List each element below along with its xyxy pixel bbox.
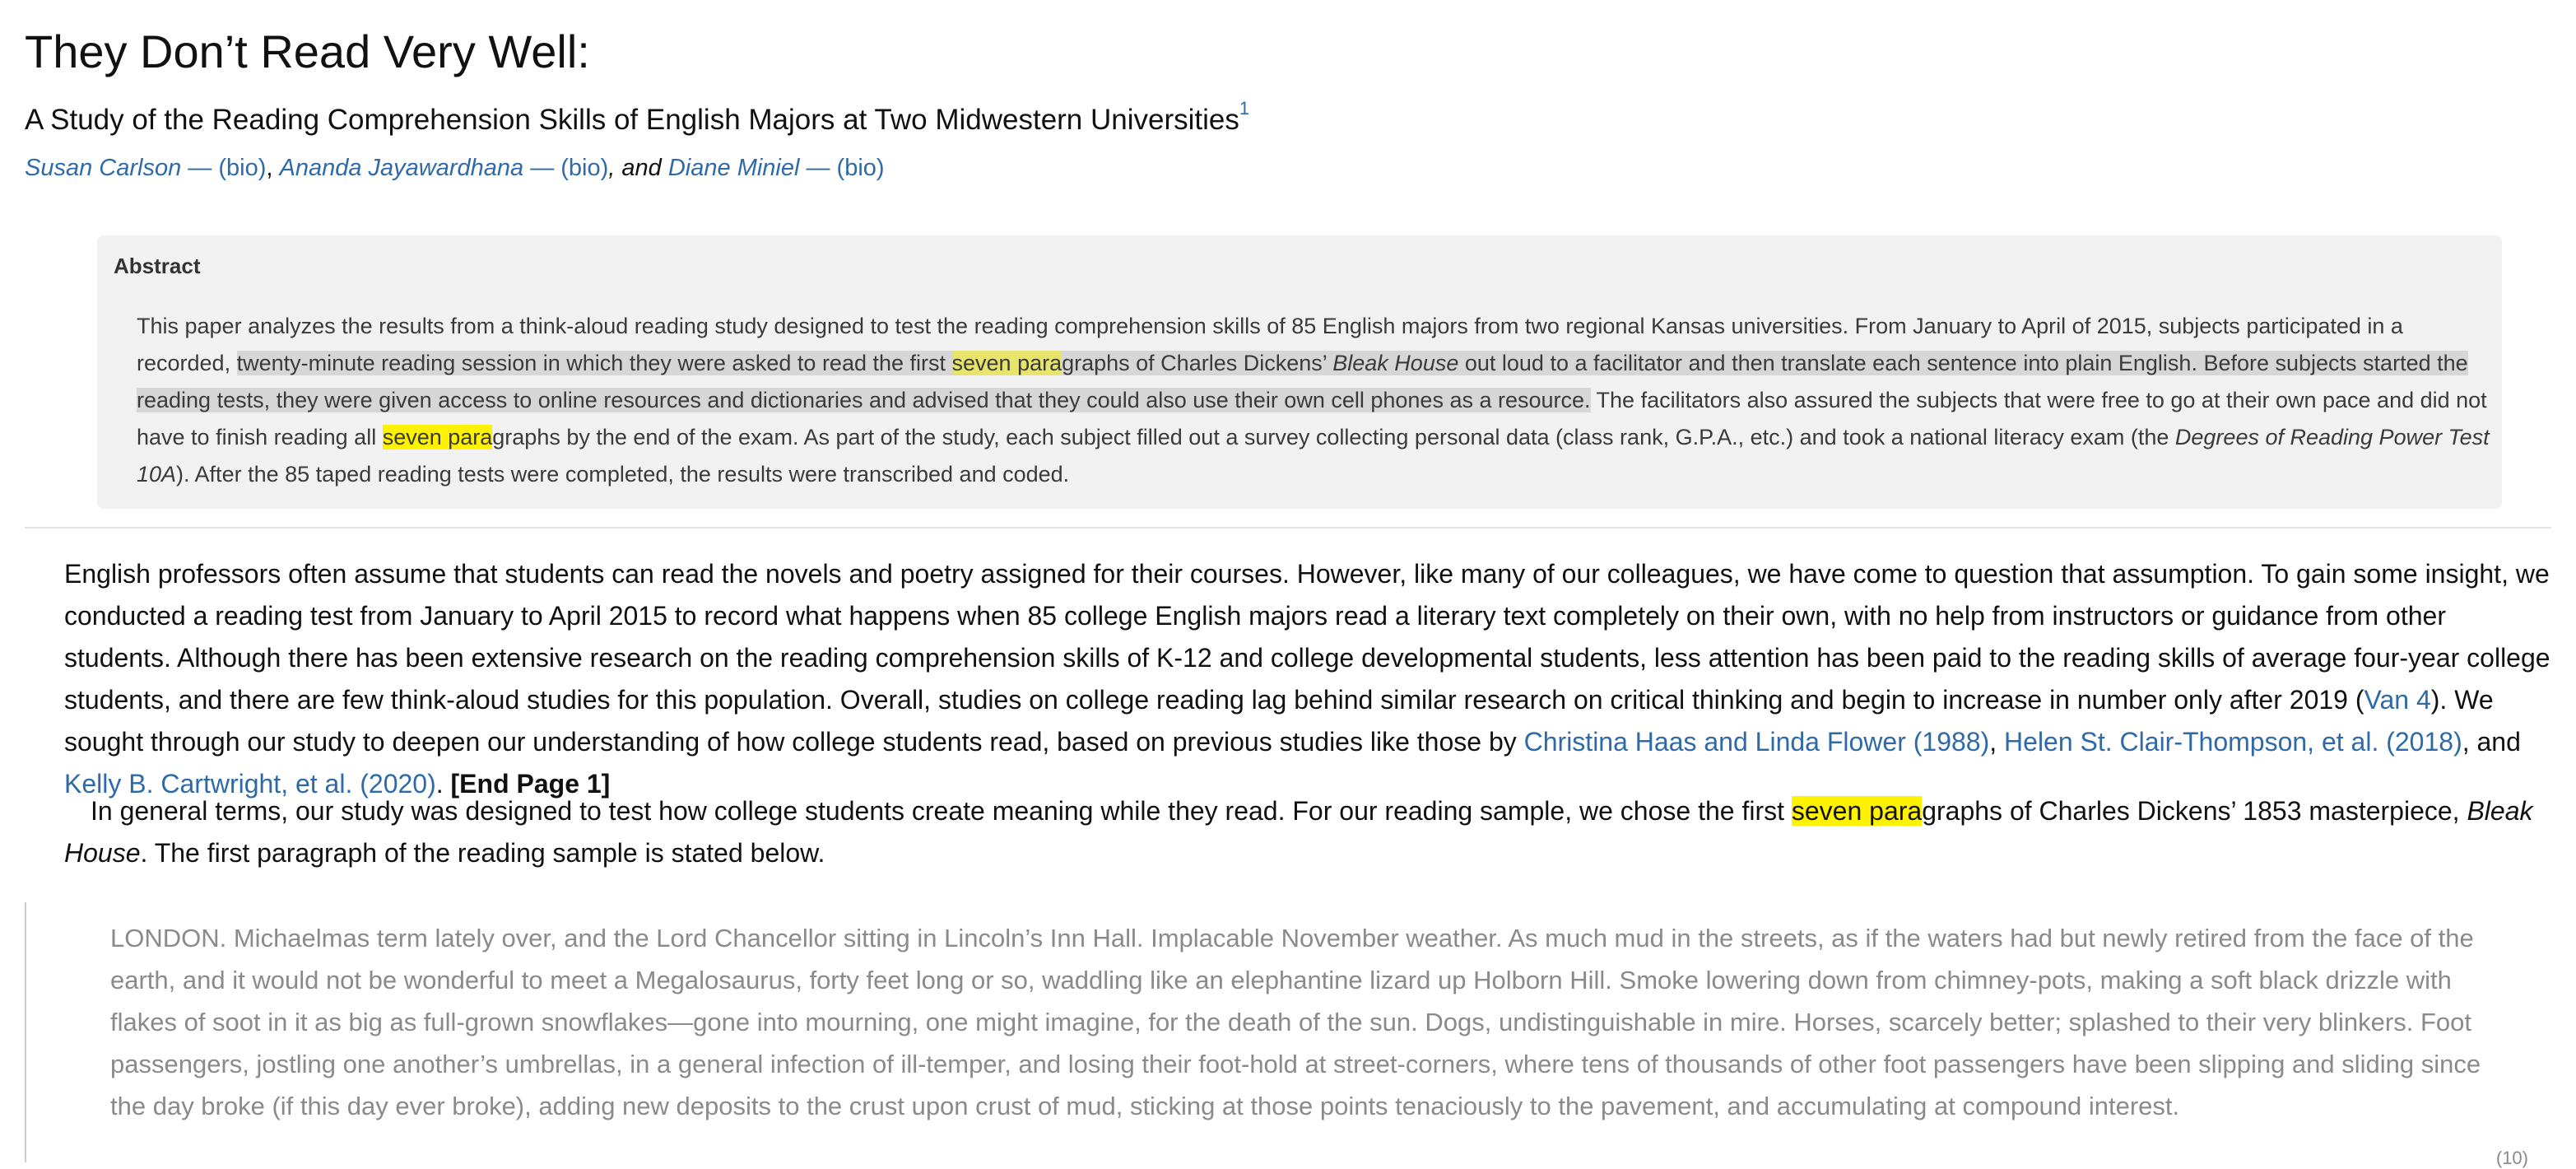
abstract-segment: graphs by the end of the exam. As part of the study, each subject filled out a survey collecting personal data (class rank, G.P.A., etc.) and took a national literacy exam (the	[492, 425, 2175, 449]
author-list	[25, 151, 885, 184]
search-highlight: seven para	[951, 351, 1062, 375]
paragraph-text: ,	[1989, 727, 2005, 757]
book-title: Bleak House	[64, 796, 2533, 868]
citation-link[interactable]: Christina Haas and Linda Flower (1988)	[1523, 727, 1990, 757]
paragraph-text: English professors often assume that students can read the novels and poetry assigned for their courses. However, like many of our colleagues, we have come to question that assumption. To gain some insight, we conducted a reading test from January to April 2015 to record what happens when 85 college English majors read a literary text completely on their own, with no help from instructors or guidance from other students. Although there has been extensive research on the reading comprehension skills of K-12 and college developmental students, less attention has been paid to the reading skills of average four-year college students, and there are few think-aloud studies for this population. Overall, studies on college reading lag behind similar research on critical thinking and begin to increase in number only after 2019 (	[64, 559, 2550, 715]
line-number: (10)	[2495, 1148, 2528, 1168]
paragraph-text: .	[435, 769, 451, 799]
article-subtitle	[25, 89, 1249, 140]
paragraph-text: In general terms, our study was designed to test how college students create meaning while they read. For our reading sample, we chose the first	[91, 796, 1792, 826]
page-marker: [End Page 1]	[450, 769, 611, 799]
abstract-text	[137, 308, 2490, 493]
abstract-heading: Abstract	[114, 254, 201, 278]
abstract-segment: This paper analyzes the results from a think-aloud reading study designed to test the reading comprehension skills of 85 English majors from two regional Kansas universities. From January to April of 2015, subjects participated in a recorded,	[137, 314, 2403, 375]
author-bio-link[interactable]: — (bio)	[806, 155, 885, 181]
author-separator: , and	[608, 155, 668, 181]
subtitle-text: A Study of the Reading Comprehension Skills of English Majors at Two Midwestern Universities	[25, 104, 1239, 136]
abstract-segment: twenty-minute reading session in which they were asked to read the first	[236, 351, 952, 375]
author-separator: ,	[266, 155, 280, 181]
body-paragraph	[64, 790, 2551, 874]
search-highlight: seven para	[382, 425, 493, 449]
author-name-link[interactable]: Susan Carlson	[25, 155, 182, 181]
author-name-link[interactable]: Ananda Jayawardhana	[279, 155, 524, 181]
section-divider	[25, 527, 2551, 529]
abstract-segment: The facilitators also assured the subjects that were free to go at their own pace and did not have to finish reading all	[137, 388, 2487, 449]
footnote-link[interactable]: 1	[1239, 98, 1250, 119]
article-title: They Don’t Read Very Well:	[25, 26, 590, 77]
author-bio-link[interactable]: — (bio)	[530, 155, 609, 181]
paragraph-text: . The first paragraph of the reading sample is stated below.	[140, 838, 825, 868]
abstract-segment: ). After the 85 taped reading tests were completed, the results were transcribed and coded.	[176, 462, 1070, 487]
search-highlight: seven para	[1791, 796, 1923, 826]
citation-link[interactable]: Van 4	[2364, 685, 2431, 715]
abstract-segment: out loud to a facilitator and then translate each sentence into plain English. Before subjects started the reading tests, they were given access to online resources and dictionaries and advised that they could also use their own cell phones as a resource.	[137, 351, 2468, 412]
author-bio-link[interactable]: — (bio)	[188, 155, 267, 181]
author-name-link[interactable]: Diane Miniel	[667, 155, 800, 181]
paragraph-text: , and	[2462, 727, 2521, 757]
citation-link[interactable]: Helen St. Clair-Thompson, et al. (2018)	[2004, 727, 2462, 757]
paragraph-text: ). We sought through our study to deepen our understanding of how college students read, based on previous studies like those by	[64, 685, 2494, 757]
book-title: Bleak House	[1332, 351, 1459, 375]
body-paragraph	[64, 553, 2551, 805]
citation-link[interactable]: Kelly B. Cartwright, et al. (2020)	[64, 769, 436, 799]
abstract-segment: graphs of Charles Dickens’	[1062, 351, 1333, 375]
test-title: Degrees of Reading Power Test 10A	[137, 425, 2490, 487]
paragraph-text: graphs of Charles Dickens’ 1853 masterpiece,	[1922, 796, 2467, 826]
blockquote-text: LONDON. Michaelmas term lately over, and the Lord Chancellor sitting in Lincoln’s Inn Hall. Implacable November weather. As much mud in the streets, as if the waters had but newly retired from the face of the earth, and it would not be wonderful to meet a Megalosaurus, forty feet long or so, waddling like an elephantine lizard up Holborn Hill. Smoke lowering down from chimney-pots, making a soft black drizzle with flakes of soot in it as big as full-grown snowflakes—gone into mourning, one might imagine, for the death of the sun. Dogs, undistinguishable in mire. Horses, scarcely better; splashed to their very blinkers. Foot passengers, jostling one another’s umbrellas, in a general infection of ill-temper, and losing their foot-hold at street-corners, where tens of thousands of other foot passengers have been slipping and sliding since the day broke (if this day ever broke), adding new deposits to the crust upon crust of mud, sticking at those points tenaciously to the pavement, and accumulating at compound interest.	[110, 924, 2481, 1120]
blockquote-bar	[25, 902, 26, 1162]
